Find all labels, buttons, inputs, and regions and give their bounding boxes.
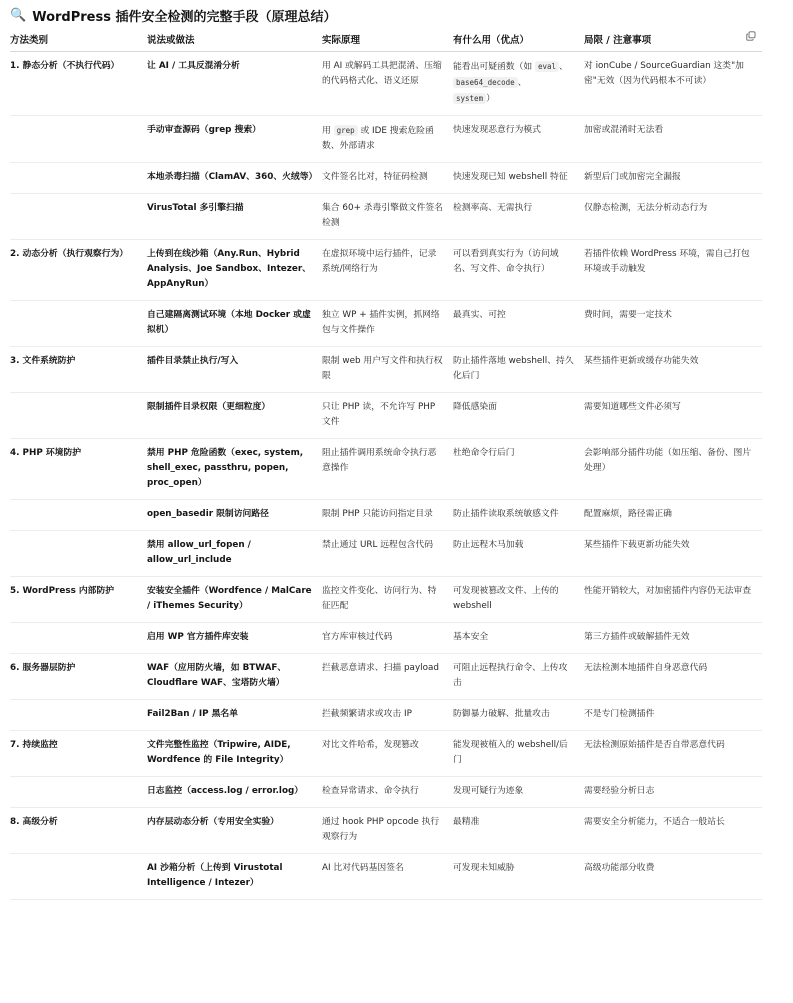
limit-cell: 第三方插件或破解插件无效 [584,623,762,654]
benefit-cell: 检测率高、无需执行 [453,194,584,240]
method-cell: 让 AI / 工具反混淆分析 [147,52,322,116]
limit-cell: 需要安全分析能力，不适合一般站长 [584,808,762,854]
method-cell: open_basedir 限制访问路径 [147,500,322,531]
method-cell: 日志监控（access.log / error.log） [147,777,322,808]
header-benefit: 有什么用（优点） [453,28,584,52]
table-row [10,577,762,623]
limit-cell: 无法检测原始插件是否自带恶意代码 [584,731,762,777]
category-cell: 6. 服务器层防护 [10,654,147,700]
header-category: 方法类别 [10,28,147,52]
category-cell [10,777,147,808]
method-cell: Fail2Ban / IP 黑名单 [147,700,322,731]
method-cell: AI 沙箱分析（上传到 Virustotal Intelligence / Intezer） [147,854,322,900]
principle-cell: 拦截频繁请求或攻击 IP [322,700,453,731]
limit-cell: 新型后门或加密完全漏报 [584,163,762,194]
limit-cell: 加密或混淆时无法看 [584,116,762,163]
limit-cell: 某些插件更新或缓存功能失效 [584,347,762,393]
table-row [10,654,762,700]
benefit-cell: 可阻止远程执行命令、上传攻击 [453,654,584,700]
principle-cell: 用 AI 或解码工具把混淆、压缩的代码格式化、语义还原 [322,52,453,116]
category-cell [10,163,147,194]
benefit-cell [453,52,584,116]
table-row [10,700,762,731]
principle-text: 或 IDE 搜索危险函数、外部请求 [322,126,434,151]
benefit-cell: 最真实、可控 [453,301,584,347]
method-cell: 安装安全插件（Wordfence / MalCare / iThemes Security） [147,577,322,623]
limit-cell: 若插件依赖 WordPress 环境，需自己打包环境或手动触发 [584,240,762,301]
benefit-cell: 快速发现恶意行为模式 [453,116,584,163]
category-cell [10,393,147,439]
principle-cell: 只让 PHP 读，不允许写 PHP 文件 [322,393,453,439]
table-row [10,808,762,854]
method-cell: 禁用 allow_url_fopen / allow_url_include [147,531,322,577]
table-row [10,347,762,393]
principle-cell: 通过 hook PHP opcode 执行观察行为 [322,808,453,854]
benefit-text: 、 [559,62,568,72]
table-row [10,163,762,194]
table-row [10,777,762,808]
principle-cell: 对比文件哈希，发现篡改 [322,731,453,777]
table-row [10,116,762,163]
limit-cell: 仅静态检测，无法分析动态行为 [584,194,762,240]
principle-cell: 限制 PHP 只能访问指定目录 [322,500,453,531]
header-limit-label: 局限 / 注意事项 [584,35,652,46]
limit-cell: 性能开销较大，对加密插件内容仍无法审查 [584,577,762,623]
principle-cell: 官方库审核过代码 [322,623,453,654]
benefit-cell: 可以看到真实行为（访问域名、写文件、命令执行） [453,240,584,301]
limit-cell: 无法检测本地插件自身恶意代码 [584,654,762,700]
category-cell [10,531,147,577]
method-cell: 本地杀毒扫描（ClamAV、360、火绒等） [147,163,322,194]
table-row [10,854,762,900]
category-cell: 4. PHP 环境防护 [10,439,147,500]
benefit-cell: 能发现被植入的 webshell/后门 [453,731,584,777]
table-row [10,500,762,531]
header-limit [584,28,762,52]
method-cell: VirusTotal 多引擎扫描 [147,194,322,240]
inline-code: base64_decode [453,77,518,88]
category-cell [10,500,147,531]
table-row [10,194,762,240]
category-cell: 2. 动态分析（执行观察行为） [10,240,147,301]
category-cell [10,116,147,163]
category-cell: 7. 持续监控 [10,731,147,777]
copy-icon[interactable] [746,31,756,41]
method-cell: 禁用 PHP 危险函数（exec, system, shell_exec, passthru, popen, proc_open） [147,439,322,500]
benefit-text: 、 [517,78,527,88]
principle-cell: 在虚拟环境中运行插件，记录系统/网络行为 [322,240,453,301]
benefit-cell: 防止远程木马加载 [453,531,584,577]
method-cell: 手动审查源码（grep 搜索） [147,116,322,163]
benefit-cell: 防止插件读取系统敏感文件 [453,500,584,531]
method-cell: 文件完整性监控（Tripwire, AIDE, Wordfence 的 File Integrity） [147,731,322,777]
table-row [10,301,762,347]
methods-table [10,28,762,900]
limit-cell: 高级功能部分收费 [584,854,762,900]
method-cell: 自己建隔离测试环境（本地 Docker 或虚拟机） [147,301,322,347]
method-cell: 上传到在线沙箱（Any.Run、Hybrid Analysis、Joe Sandbox、Intezer、AppAnyRun） [147,240,322,301]
principle-cell: 阻止插件调用系统命令执行恶意操作 [322,439,453,500]
benefit-text: ） [486,94,495,104]
principle-cell: 禁止通过 URL 远程包含代码 [322,531,453,577]
principle-cell: 拦截恶意请求、扫描 payload [322,654,453,700]
benefit-cell: 基本安全 [453,623,584,654]
category-cell [10,700,147,731]
table-row [10,731,762,777]
inline-code: system [453,93,486,104]
principle-cell: 限制 web 用户写文件和执行权限 [322,347,453,393]
limit-cell: 需要知道哪些文件必须写 [584,393,762,439]
table-row [10,623,762,654]
limit-cell: 需要经验分析日志 [584,777,762,808]
principle-cell: 检查异常请求、命令执行 [322,777,453,808]
page-title [10,4,336,26]
benefit-cell: 防御暴力破解、批量攻击 [453,700,584,731]
benefit-cell: 可发现未知威胁 [453,854,584,900]
methods-table-container [10,28,762,900]
table-row [10,240,762,301]
limit-cell: 费时间，需要一定技术 [584,301,762,347]
principle-cell: 集合 60+ 杀毒引擎做文件签名检测 [322,194,453,240]
category-cell [10,301,147,347]
header-method: 说法或做法 [147,28,322,52]
table-row [10,531,762,577]
category-cell: 1. 静态分析（不执行代码） [10,52,147,116]
principle-cell: 监控文件变化、访问行为、特征匹配 [322,577,453,623]
category-cell [10,194,147,240]
method-cell: 限制插件目录权限（更细粒度） [147,393,322,439]
benefit-cell: 降低感染面 [453,393,584,439]
limit-cell: 对 ionCube / SourceGuardian 这类"加密"无效（因为代码根本不可读） [584,52,762,116]
method-cell: WAF（应用防火墙，如 BTWAF、Cloudflare WAF、宝塔防火墙） [147,654,322,700]
benefit-text: 能看出可疑函数（如 [453,62,535,72]
page-title-text: WordPress 插件安全检测的完整手段（原理总结） [32,9,337,25]
principle-text: 用 [322,126,334,136]
method-cell: 插件目录禁止执行/写入 [147,347,322,393]
category-cell: 3. 文件系统防护 [10,347,147,393]
category-cell: 5. WordPress 内部防护 [10,577,147,623]
method-cell: 内存层动态分析（专用安全实验） [147,808,322,854]
benefit-cell: 发现可疑行为迹象 [453,777,584,808]
table-row [10,393,762,439]
benefit-cell: 快速发现已知 webshell 特征 [453,163,584,194]
benefit-cell: 最精准 [453,808,584,854]
limit-cell: 某些插件下载更新功能失效 [584,531,762,577]
benefit-cell: 防止插件落地 webshell、持久化后门 [453,347,584,393]
limit-cell: 不是专门检测插件 [584,700,762,731]
header-principle: 实际原理 [322,28,453,52]
table-row [10,52,762,116]
principle-cell: 独立 WP + 插件实例，抓网络包与文件操作 [322,301,453,347]
principle-cell: AI 比对代码基因签名 [322,854,453,900]
table-header-row [10,28,762,52]
principle-cell: 文件签名比对，特征码检测 [322,163,453,194]
limit-cell: 会影响部分插件功能（如压缩、备份、图片处理） [584,439,762,500]
inline-code: eval [535,61,559,72]
benefit-cell: 杜绝命令行后门 [453,439,584,500]
method-cell: 启用 WP 官方插件库安装 [147,623,322,654]
inline-code: grep [334,125,358,136]
table-body [10,52,762,900]
table-row [10,439,762,500]
benefit-cell: 可发现被篡改文件、上传的 webshell [453,577,584,623]
category-cell [10,623,147,654]
principle-cell [322,116,453,163]
category-cell: 8. 高级分析 [10,808,147,854]
limit-cell: 配置麻烦，路径需正确 [584,500,762,531]
magnifier-icon: 🔍 [10,7,27,23]
category-cell [10,854,147,900]
